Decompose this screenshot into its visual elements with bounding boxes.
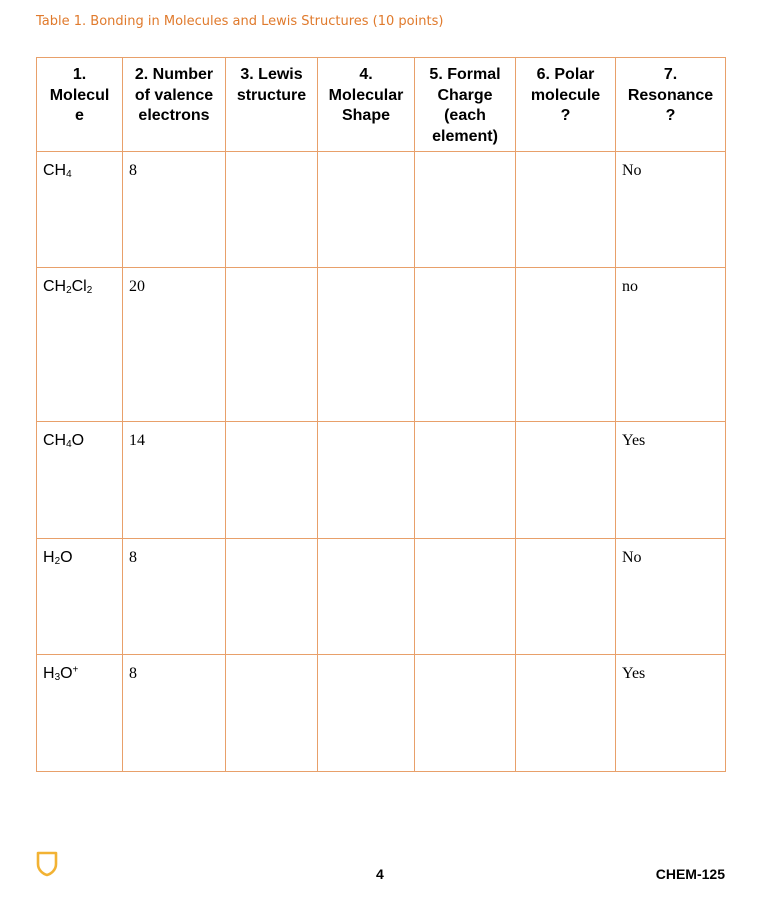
header-resonance: 7. Resonance ?: [616, 58, 726, 152]
formal-charge-cell[interactable]: [415, 655, 516, 772]
formal-charge-cell[interactable]: [415, 268, 516, 422]
header-valence-electrons: 2. Number of valence electrons: [123, 58, 226, 152]
valence-cell: 8: [123, 152, 226, 268]
header-molecular-shape: 4. Molecular Shape: [318, 58, 415, 152]
polar-cell[interactable]: [516, 268, 616, 422]
shape-cell[interactable]: [318, 268, 415, 422]
table-caption: Table 1. Bonding in Molecules and Lewis Structures (10 points): [36, 14, 444, 29]
header-formal-charge: 5. Formal Charge (each element): [415, 58, 516, 152]
molecule-cell: $H_3O^+$: [37, 655, 123, 772]
molecule-cell: $CH_2Cl_2$: [37, 268, 123, 422]
polar-cell[interactable]: [516, 539, 616, 655]
header-row: [37, 58, 726, 152]
resonance-cell: Yes: [616, 422, 726, 539]
valence-cell: 8: [123, 539, 226, 655]
lewis-cell[interactable]: [226, 152, 318, 268]
polar-cell[interactable]: [516, 655, 616, 772]
valence-cell: 20: [123, 268, 226, 422]
valence-cell: 14: [123, 422, 226, 539]
table-row: [37, 422, 726, 539]
resonance-cell: No: [616, 152, 726, 268]
course-code: CHEM-125: [655, 866, 725, 882]
bonding-table: [36, 57, 726, 772]
shape-cell[interactable]: [318, 539, 415, 655]
molecule-cell: $CH_4O$: [37, 422, 123, 539]
lewis-cell[interactable]: [226, 655, 318, 772]
shape-cell[interactable]: [318, 655, 415, 772]
polar-cell[interactable]: [516, 422, 616, 539]
page-number: 4: [376, 866, 384, 882]
resonance-cell: No: [616, 539, 726, 655]
formal-charge-cell[interactable]: [415, 539, 516, 655]
formal-charge-cell[interactable]: [415, 152, 516, 268]
header-polar-molecule: 6. Polar molecule ?: [516, 58, 616, 152]
table-row: [37, 539, 726, 655]
lewis-cell[interactable]: [226, 539, 318, 655]
shield-icon: [36, 851, 58, 877]
table-row: [37, 152, 726, 268]
polar-cell[interactable]: [516, 152, 616, 268]
header-molecule: 1. Molecul e: [37, 58, 123, 152]
resonance-cell: Yes: [616, 655, 726, 772]
lewis-cell[interactable]: [226, 268, 318, 422]
formal-charge-cell[interactable]: [415, 422, 516, 539]
molecule-cell: $CH_4$: [37, 152, 123, 268]
table-row: [37, 268, 726, 422]
shape-cell[interactable]: [318, 152, 415, 268]
resonance-cell: no: [616, 268, 726, 422]
header-lewis-structure: 3. Lewis structure: [226, 58, 318, 152]
table-row: [37, 655, 726, 772]
molecule-cell: $H_2O$: [37, 539, 123, 655]
shape-cell[interactable]: [318, 422, 415, 539]
valence-cell: 8: [123, 655, 226, 772]
lewis-cell[interactable]: [226, 422, 318, 539]
